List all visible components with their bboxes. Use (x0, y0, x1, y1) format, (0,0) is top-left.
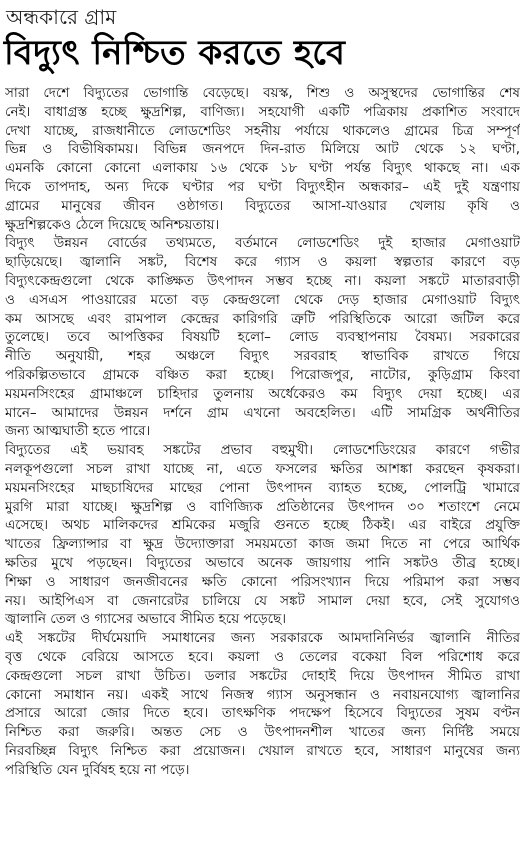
paragraph-line: এমনকি কোনো কোনো এলাকায় ১৬ থেকে ১৮ ঘণ্টা পর্যন্ত বিদ্যুৎ থাকছে না। এক (5, 160, 520, 177)
paragraph-line: ময়মনসিংহের মাছচাষিদের মাছের পোনা উৎপাদন ব্যাহত হচ্ছে, পোলট্রি খামারে (5, 479, 520, 496)
article-kicker: অন্ধকারে গ্রাম (6, 5, 117, 29)
paragraph-line: কম আসছে এবং রামপাল কেন্দ্রের কারিগরি ত্রুটি পরিস্থিতিকে আরো জটিল করে (5, 310, 520, 327)
article-paragraph (5, 441, 520, 629)
paragraph-line: ক্ষুদ্রশিল্পকেও ঠেলে দিয়েছে অনিশ্চয়তায়। (5, 216, 220, 233)
paragraph-line: নীতি অনুযায়ী, শহর অঞ্চলে বিদ্যুৎ সরবরাহ স্বাভাবিক রাখতে গিয়ে (5, 348, 520, 365)
paragraph-line: কোনো সমাধান নয়। একই সাথে নিজস্ব গ্যাস অনুসন্ধান ও নবায়নযোগ্য জ্বালানির (5, 686, 520, 703)
paragraph-line: বিদ্যুৎকেন্দ্রগুলো থেকে কাঙ্ক্ষিত উৎপাদন সম্ভব হচ্ছে না। কয়লা সঙ্কটে মাতারবাড়ী (5, 272, 520, 289)
paragraph-line: এই সঙ্কটের দীর্ঘমেয়াদি সমাধানের জন্য সরকারকে আমদানিনির্ভর জ্বালানি নীতির (5, 630, 520, 647)
paragraph-line: পরিকল্পিতভাবে গ্রামকে বঞ্চিত করা হচ্ছে। পিরোজপুর, নাটোর, কুড়িগ্রাম কিংবা (5, 366, 520, 383)
paragraph-line: জন্য আত্মঘাতী হতে পারে। (5, 423, 151, 440)
paragraph-line: এসেছে। অথচ মালিকদের শ্রমিকের মজুরি গুনতে হচ্ছে ঠিকই। এর বাইরে প্রযুক্তি (5, 517, 520, 534)
paragraph-line: মানে– আমাদের উন্নয়ন দর্শনে গ্রাম এখনো অবহেলিত। এটি সামগ্রিক অর্থনীতির (5, 404, 520, 421)
paragraph-line: বিদ্যুতের এই ভয়াবহ সঙ্কটের প্রভাব বহুমুখী। লোডশেডিংয়ের কারণে গভীর (5, 442, 520, 459)
paragraph-line: নেই। বাধাগ্রস্ত হচ্ছে ক্ষুদ্রশিল্প, বাণিজ্য। সহযোগী একটি পত্রিকায় প্রকাশিত সংবাদে (5, 103, 520, 120)
paragraph-line: নিরবচ্ছিন্ন বিদ্যুৎ নিশ্চিত করা প্রয়োজন। খেয়াল রাখতে হবে, সাধারণ মানুষের জন্য (5, 742, 520, 759)
article-paragraph (5, 234, 520, 441)
paragraph-line: নিশ্চিত করা জরুরি। অন্তত সেচ ও উৎপাদনশীল খাতের জন্য নির্দিষ্ট সময়ে (5, 724, 520, 741)
paragraph-line: নলকূপগুলো সচল রাখা যাচ্ছে না, এতে ফসলের ক্ষতির আশঙ্কা করছেন কৃষকরা। (5, 460, 520, 477)
paragraph-line: শিক্ষা ও সাধারণ জনজীবনের ক্ষতি কোনো পরিসংখ্যান দিয়ে পরিমাপ করা সম্ভব (5, 573, 520, 590)
paragraph-line: বৃত্ত থেকে বেরিয়ে আসতে হবে। কয়লা ও তেলের বকেয়া বিল পরিশোধ করে (5, 648, 520, 665)
paragraph-line: পরিস্থিতি যেন দুর্বিষহ হয়ে না পড়ে। (5, 761, 190, 778)
paragraph-line: ময়মনসিংহের গ্রামাঞ্চলে চাহিদার তুলনায় অর্ধেকেরও কম বিদ্যুৎ দেয়া হচ্ছে। এর (5, 385, 520, 402)
article-headline: বিদ্যুৎ নিশ্চিত করতে হবে (4, 33, 346, 73)
paragraph-line: ও এসএস পাওয়ারের মতো বড় কেন্দ্রগুলো থেকে দেড় হাজার মেগাওয়াট বিদ্যুৎ (5, 291, 520, 308)
article-paragraph (5, 629, 520, 779)
paragraph-line: ছাড়িয়েছে। জ্বালানি সঙ্কট, বিশেষ করে গ্যাস ও কয়লা স্বল্পতার কারণে বড় (5, 254, 520, 271)
paragraph-line: তুলেছে। তবে আপত্তিকর বিষয়টি হলো– লোড ব্যবস্থাপনায় বৈষম্য। সরকারের (5, 329, 520, 346)
paragraph-line: গ্রামের মানুষের জীবন ওষ্ঠাগত। বিদ্যুতের আসা-যাওয়ার খেলায় কৃষি ও (5, 197, 520, 214)
paragraph-line: ক্ষতির মুখে পড়ছেন। বিদ্যুতের অভাবে অনেক জায়গায় পানি সঙ্কটও তীব্র হচ্ছে। (5, 554, 520, 571)
article-body (5, 84, 520, 779)
paragraph-line: জ্বালানি তেল ও গ্যাসের অভাবে সীমিত হয়ে পড়েছে। (5, 611, 287, 628)
paragraph-line: ভিন্ন ও বিভীষিকাময়। বিভিন্ন জনপদে দিন-রাত মিলিয়ে আট থেকে ১২ ঘণ্টা, (5, 141, 520, 158)
paragraph-line: দেখা যাচ্ছে, রাজধানীতে লোডশেডিং সহনীয় পর্যায়ে থাকলেও গ্রামের চিত্র সম্পূর্ণ (5, 122, 520, 139)
paragraph-line: বিদ্যুৎ উন্নয়ন বোর্ডের তথ্যমতে, বর্তমানে লোডশেডিং দুই হাজার মেগাওয়াট (5, 235, 520, 252)
paragraph-line: সারা দেশে বিদ্যুতের ভোগান্তি বেড়েছে। বয়স্ক, শিশু ও অসুস্থদের ভোগান্তির শেষ (5, 85, 520, 101)
article-paragraph (5, 84, 520, 234)
paragraph-line: কেন্দ্রগুলো সচল রাখা উচিত। ডলার সঙ্কটের দোহাই দিয়ে উৎপাদন সীমিত রাখা (5, 667, 520, 684)
paragraph-line: খাতের ফ্রিল্যান্সার বা ক্ষুদ্র উদ্যোক্তারা সময়মতো কাজ জমা দিতে না পেরে আর্থিক (5, 536, 520, 553)
paragraph-line: প্রসারে আরো জোর দিতে হবে। তাৎক্ষণিক পদক্ষেপ হিসেবে বিদ্যুতের সুষম বণ্টন (5, 705, 520, 722)
paragraph-line: দিকে তাপদাহ, অন্য দিকে ঘণ্টার পর ঘণ্টা বিদ্যুৎহীন অন্ধকার– এই দুই যন্ত্রণায় (5, 178, 520, 195)
paragraph-line: নয়। আইপিএস বা জেনারেটর চালিয়ে যে সঙ্কট সামাল দেয়া হবে, সেই সুযোগও (5, 592, 520, 609)
paragraph-line: মুরগি মারা যাচ্ছে। ক্ষুদ্রশিল্প ও বাণিজ্যিক প্রতিষ্ঠানের উৎপাদন ৩০ শতাংশে নেমে (5, 498, 520, 515)
